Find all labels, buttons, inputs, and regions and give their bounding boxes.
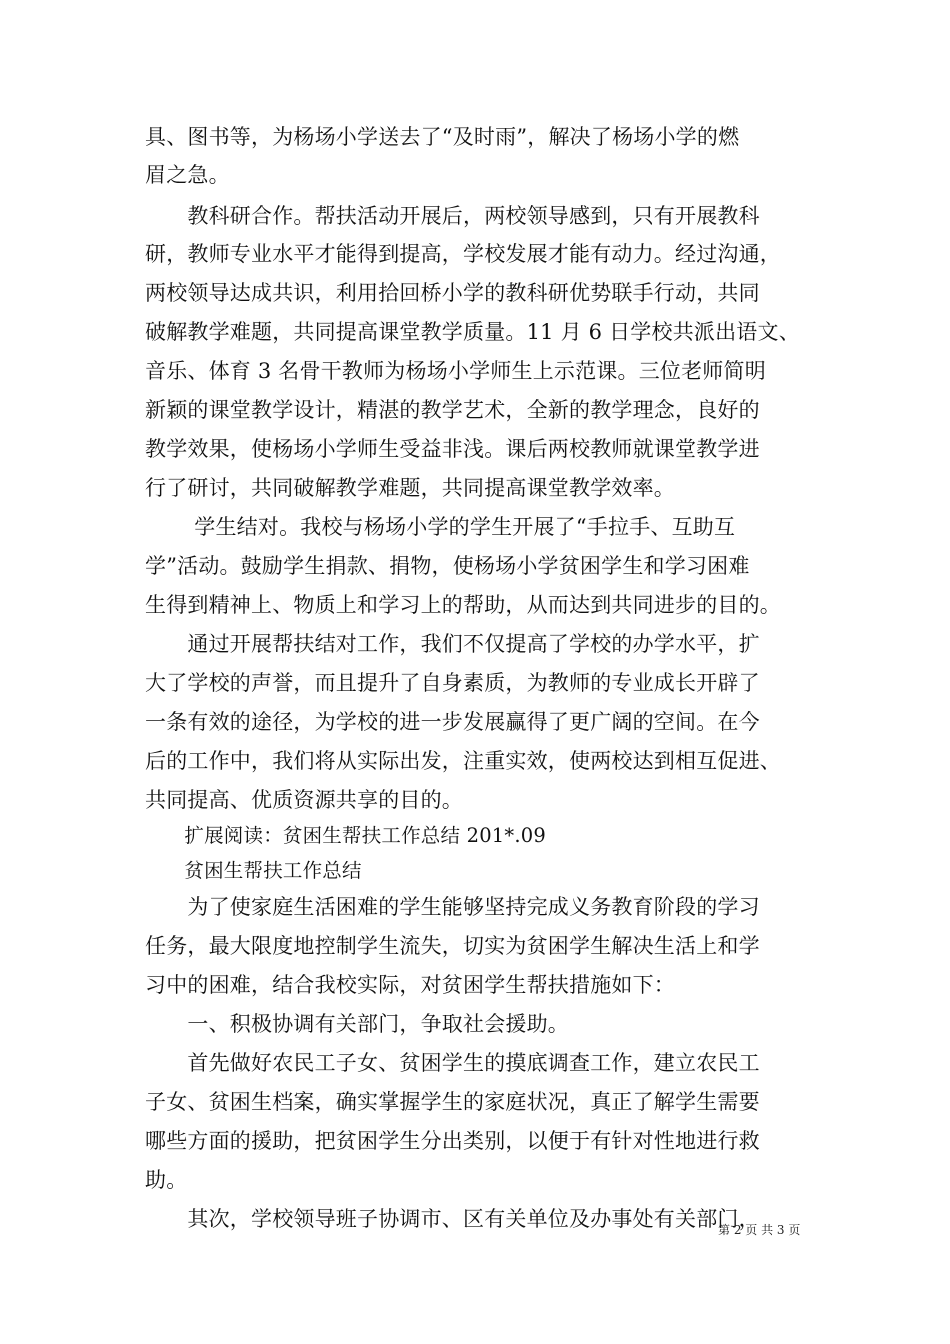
text-line: 习中的困难，结合我校实际，对贫困学生帮扶措施如下： <box>145 973 675 997</box>
text-line: 哪些方面的援助，把贫困学生分出类别，以便于有针对性地进行救 <box>145 1129 760 1153</box>
text-line: 破解教学难题，共同提高课堂教学质量。11 月 6 日学校共派出语文、 <box>145 320 800 344</box>
text-line: 新颖的课堂教学设计，精湛的教学艺术，全新的教学理念，良好的 <box>145 398 760 422</box>
text-line: 两校领导达成共识，利用拾回桥小学的教科研优势联手行动，共同 <box>145 281 760 305</box>
text-line: 音乐、体育 3 名骨干教师为杨场小学师生上示范课。三位老师简明 <box>145 359 766 383</box>
text-line: 生得到精神上、物质上和学习上的帮助，从而达到共同进步的目的。 <box>145 593 781 617</box>
extended-reading-line: 扩展阅读：贫困生帮扶工作总结 201*.09 <box>145 824 546 847</box>
text-line: 助。 <box>145 1168 188 1192</box>
text-line: 大了学校的声誉，而且提升了自身素质，为教师的专业成长开辟了 <box>145 671 760 695</box>
text-line: 学生结对。我校与杨场小学的学生开展了“手拉手、互助互 <box>145 515 736 539</box>
text-line: 眉之急。 <box>145 163 230 187</box>
text-line: 通过开展帮扶结对工作，我们不仅提高了学校的办学水平，扩 <box>145 632 760 656</box>
section-heading: 一、积极协调有关部门，争取社会援助。 <box>145 1012 569 1036</box>
text-line: 其次，学校领导班子协调市、区有关单位及办事处有关部门， <box>145 1207 760 1231</box>
section-title: 贫困生帮扶工作总结 <box>145 859 362 882</box>
text-line: 研，教师专业水平才能得到提高，学校发展才能有动力。经过沟通， <box>145 242 781 266</box>
text-line: 教学效果，使杨场小学师生受益非浅。课后两校教师就课堂教学进 <box>145 437 760 461</box>
text-line: 具、图书等，为杨场小学送去了“及时雨”，解决了杨场小学的燃 <box>145 125 740 149</box>
text-line: 共同提高、优质资源共享的目的。 <box>145 788 463 812</box>
text-line: 为了使家庭生活困难的学生能够坚持完成义务教育阶段的学习 <box>145 895 760 919</box>
text-line: 一条有效的途径，为学校的进一步发展赢得了更广阔的空间。在今 <box>145 710 760 734</box>
text-line: 首先做好农民工子女、贫困学生的摸底调查工作，建立农民工 <box>145 1051 760 1075</box>
text-line: 后的工作中，我们将从实际出发，注重实效，使两校达到相互促进、 <box>145 749 781 773</box>
text-line: 行了研讨，共同破解教学难题，共同提高课堂教学效率。 <box>145 476 675 500</box>
text-line: 教科研合作。帮扶活动开展后，两校领导感到，只有开展教科 <box>145 204 760 228</box>
text-line: 子女、贫困生档案，确实掌握学生的家庭状况，真正了解学生需要 <box>145 1090 760 1114</box>
text-line: 学”活动。鼓励学生捐款、捐物，使杨场小学贫困学生和学习困难 <box>145 554 750 578</box>
page-indicator: 第 2 页 共 3 页 <box>718 1223 801 1237</box>
text-line: 任务，最大限度地控制学生流失，切实为贫困学生解决生活上和学 <box>145 934 760 958</box>
